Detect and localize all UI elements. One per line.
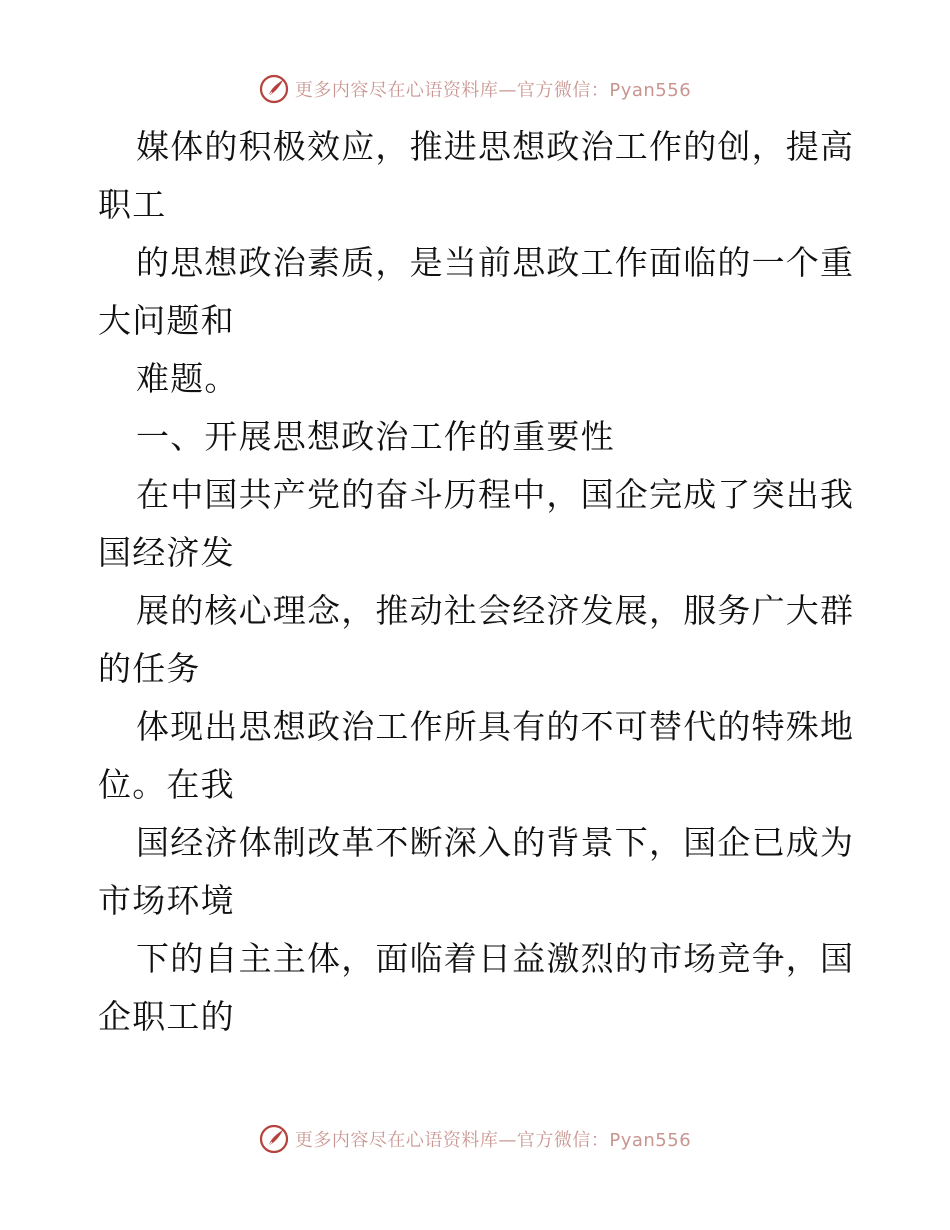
watermark-text: 更多内容尽在心语资料库—官方微信：Pyan556 (294, 80, 692, 101)
text-line: 的思想政治素质，是当前思政工作面临的一个重 (136, 243, 855, 282)
text-line: 国经济发 (98, 533, 235, 572)
text-line: 的任务 (98, 649, 201, 688)
text-line: 媒体的积极效应，推进思想政治工作的创，提高 (136, 127, 855, 166)
header-watermark (0, 74, 950, 104)
text-line: 位。在我 (98, 765, 235, 804)
text-line: 市场环境 (98, 881, 235, 920)
text-line: 企职工的 (98, 997, 235, 1036)
section-heading: 一、开展思想政治工作的重要性 (136, 417, 615, 456)
watermark-text: 更多内容尽在心语资料库—官方微信：Pyan556 (294, 1130, 692, 1151)
text-line: 展的核心理念，推动社会经济发展，服务广大群 (136, 591, 855, 630)
text-line: 难题。 (136, 359, 239, 398)
text-line: 大问题和 (98, 301, 235, 340)
text-line: 体现出思想政治工作所具有的不可替代的特殊地 (136, 707, 855, 746)
text-line: 下的自主主体，面临着日益激烈的市场竞争，国 (136, 939, 855, 978)
text-line: 在中国共产党的奋斗历程中，国企完成了突出我 (136, 475, 855, 514)
quill-logo-icon (259, 1124, 289, 1154)
footer-watermark (0, 1124, 950, 1154)
quill-logo-icon (259, 74, 289, 104)
text-line: 国经济体制改革不断深入的背景下，国企已成为 (136, 823, 855, 862)
document-body (98, 118, 858, 1046)
text-line: 职工 (98, 185, 167, 224)
